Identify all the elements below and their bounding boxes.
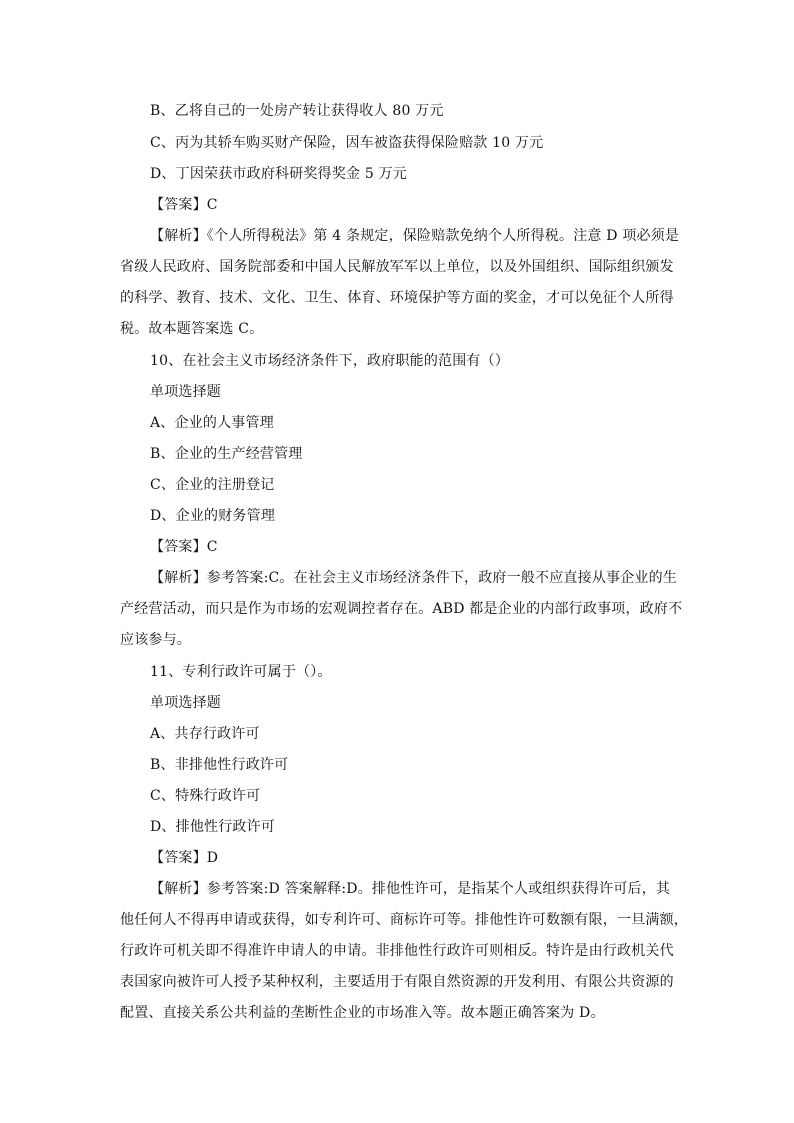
q9-analysis-line: 省级人民政府、国务院部委和中国人民解放军军以上单位，以及外国组织、国际组织颁发 <box>120 259 674 275</box>
q10-question: 10、在社会主义市场经济条件下，政府职能的范围有（） <box>150 353 510 369</box>
q9-answer: 【答案】C <box>150 197 218 213</box>
q11-analysis-line: 表国家向被许可人授予某种权利，主要适用于有限自然资源的开发利用、有限公共资源的 <box>120 974 674 990</box>
q9-option-b: B、乙将自己的一处房产转让获得收人 80 万元 <box>150 103 444 119</box>
q10-analysis-line: 应该参与。 <box>120 632 191 648</box>
q10-analysis-line: 【解析】参考答案:C。在社会主义市场经济条件下，政府一般不应直接从事企业的生 <box>150 570 678 586</box>
q11-analysis-line: 他任何人不得再申请或获得，如专利许可、商标许可等。排他性许可数额有限，一旦满额， <box>120 912 688 928</box>
q9-analysis-line: 【解析】《个人所得税法》第 4 条规定，保险赔款免纳个人所得税。注意 D 项必须是 <box>150 228 680 244</box>
q11-answer: 【答案】D <box>150 850 219 866</box>
q10-option-a: A、企业的人事管理 <box>150 415 274 431</box>
q11-option-b: B、非排他性行政许可 <box>150 757 289 773</box>
q10-answer: 【答案】C <box>150 539 218 555</box>
q11-option-c: C、特殊行政许可 <box>150 788 261 804</box>
q11-analysis-line: 行政许可机关即不得准许申请人的申请。非排他性行政许可则相反。特许是由行政机关代 <box>120 943 674 959</box>
q9-option-d: D、丁因荣获市政府科研奖得奖金 5 万元 <box>150 166 408 182</box>
q9-analysis-line: 税。故本题答案选 C。 <box>120 321 264 337</box>
q10-analysis-line: 产经营活动，而只是作为市场的宏观调控者存在。ABD 都是企业的内部行政事项，政府不 <box>120 601 683 617</box>
q10-type: 单项选择题 <box>150 384 221 400</box>
q11-analysis-line: 【解析】参考答案:D 答案解释:D。排他性许可，是指某个人或组织获得许可后，其 <box>150 881 671 897</box>
q10-option-c: C、企业的注册登记 <box>150 477 275 493</box>
q11-type: 单项选择题 <box>150 695 221 711</box>
q11-option-d: D、排他性行政许可 <box>150 819 276 835</box>
q11-analysis-line: 配置、直接关系公共利益的垄断性企业的市场准入等。故本题正确答案为 D。 <box>120 1005 605 1021</box>
q9-option-c: C、丙为其轿车购买财产保险，因车被盗获得保险赔款 10 万元 <box>150 135 544 151</box>
q11-question: 11、专利行政许可属于（）。 <box>150 664 332 680</box>
q11-option-a: A、共存行政许可 <box>150 726 260 742</box>
q9-analysis-line: 的科学、教育、技术、文化、卫生、体育、环境保护等方面的奖金，才可以免征个人所得 <box>120 290 674 306</box>
q10-option-d: D、企业的财务管理 <box>150 508 276 524</box>
q10-option-b: B、企业的生产经营管理 <box>150 446 303 462</box>
